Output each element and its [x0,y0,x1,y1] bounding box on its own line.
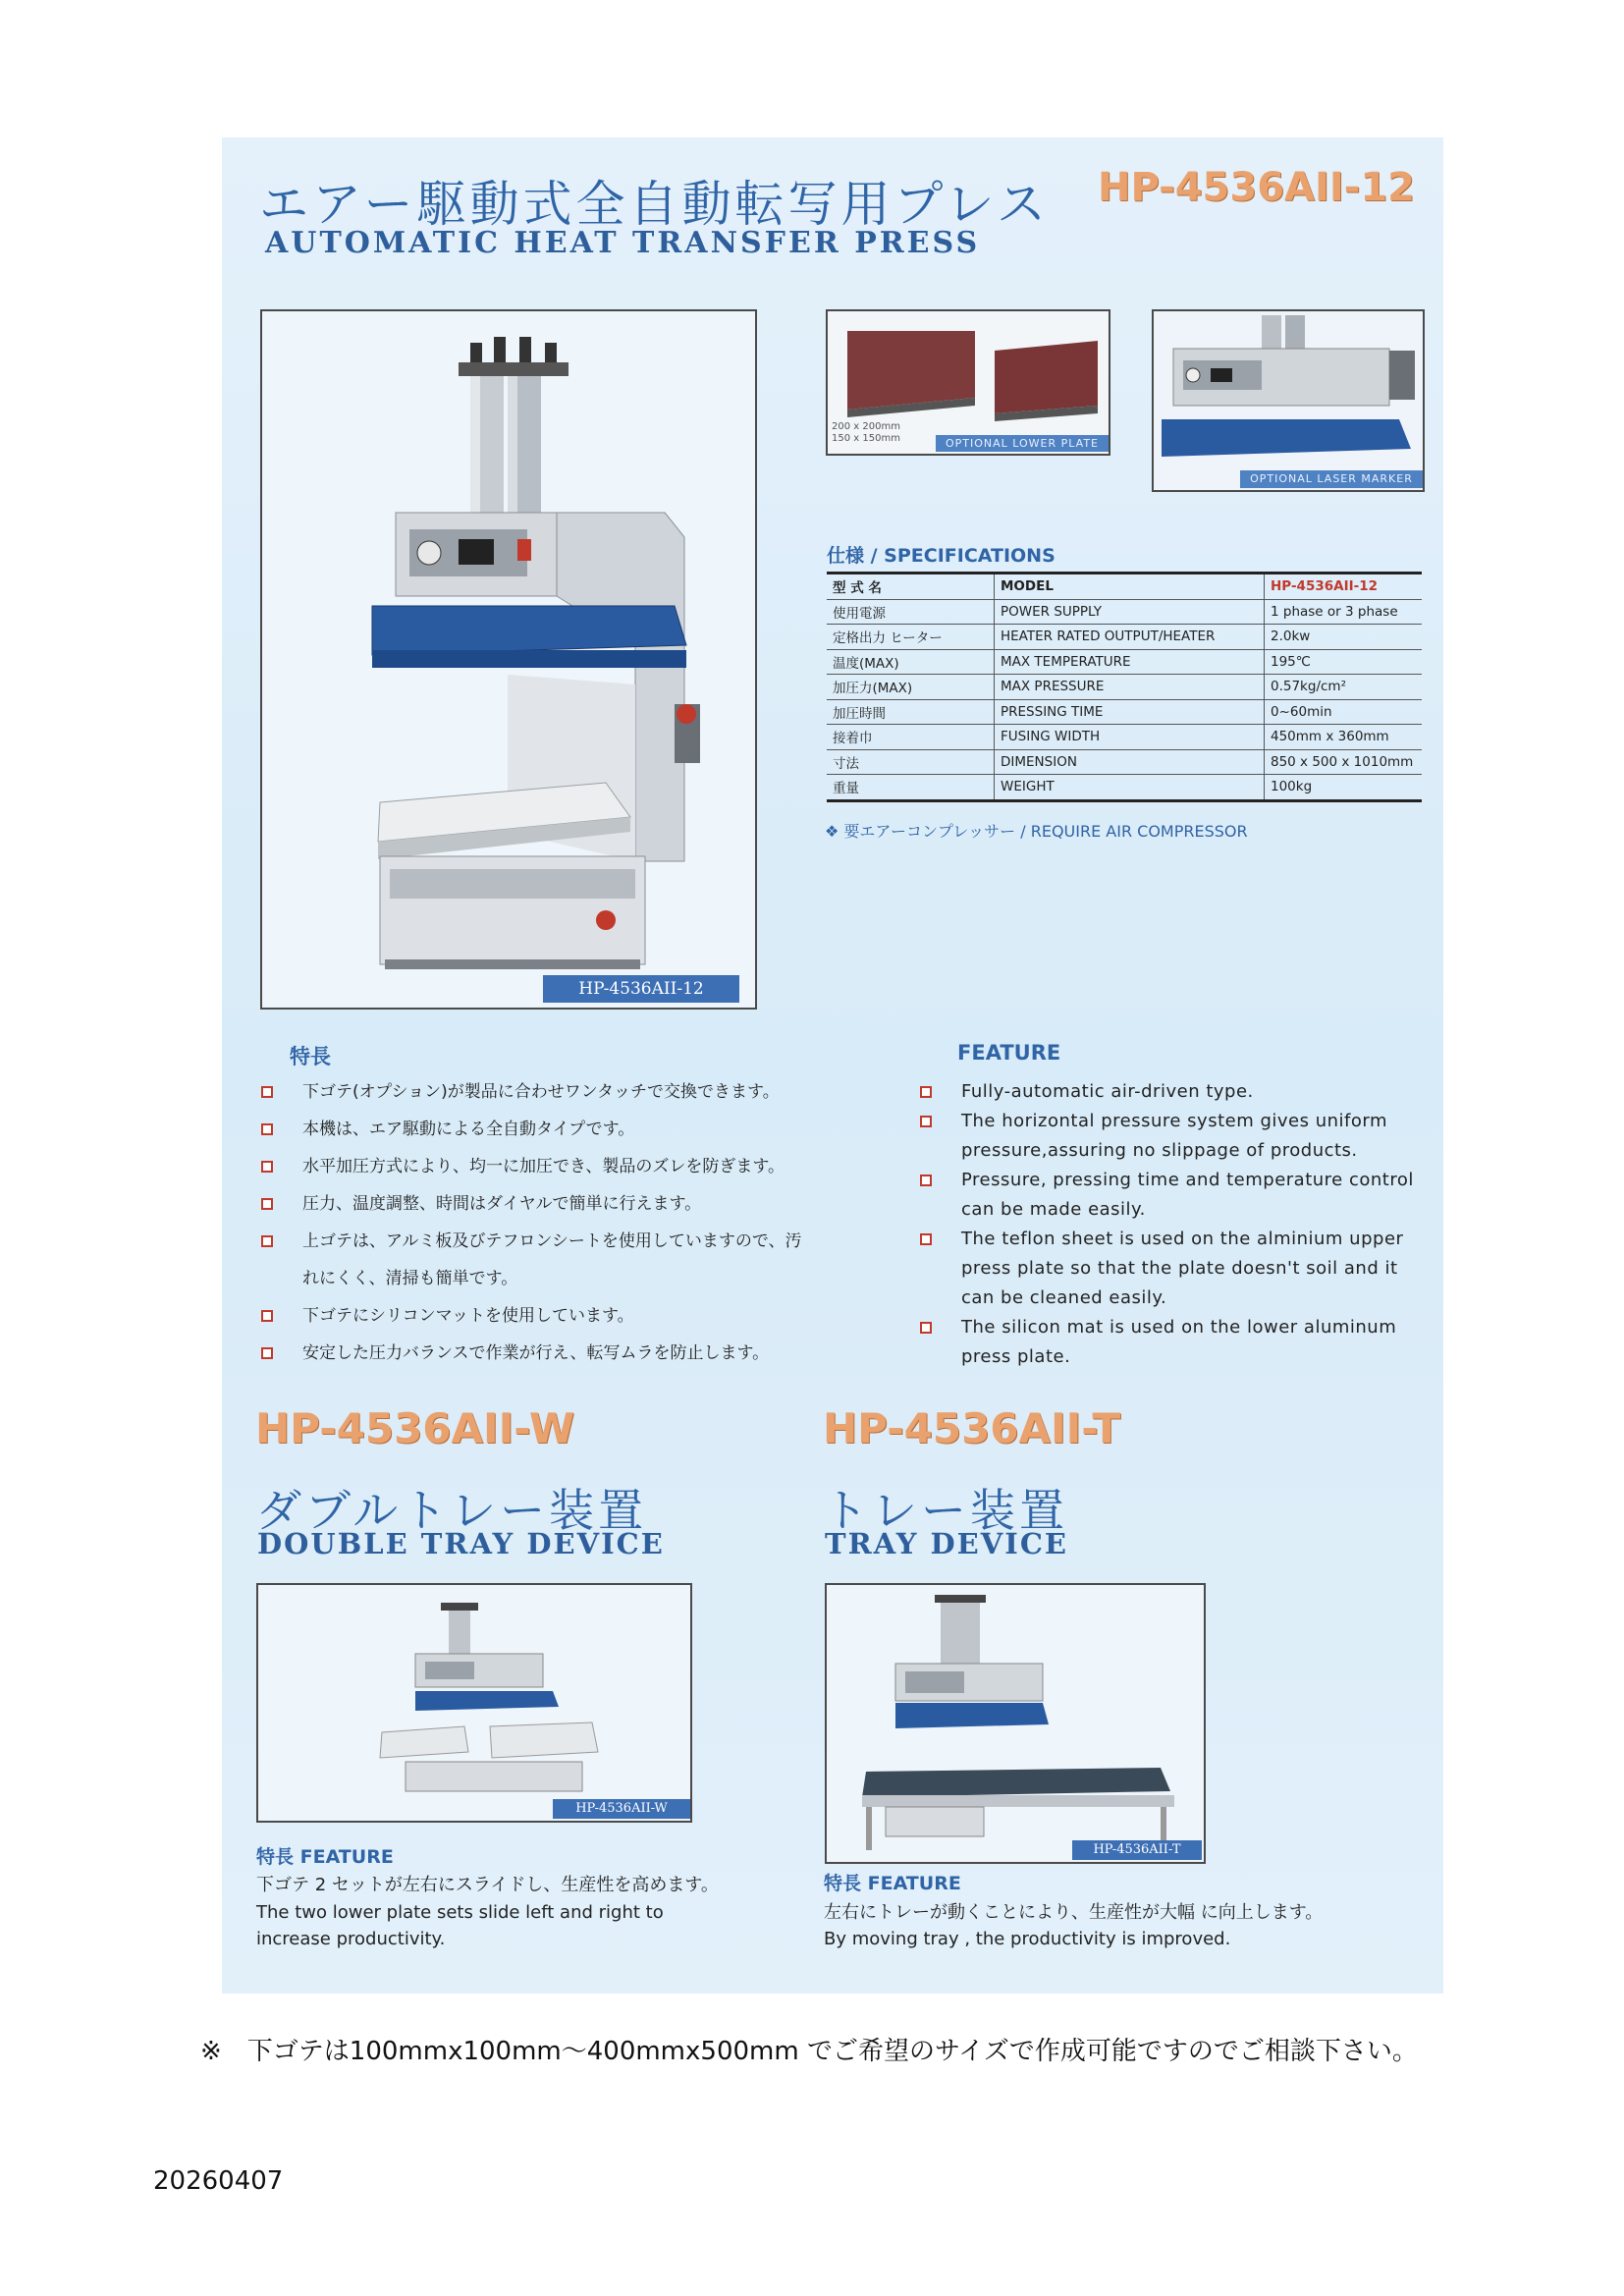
features-jp-list [261,1073,802,1372]
feature-text: The horizontal pressure system gives uniform [961,1111,1388,1131]
list-item-continuation [261,1260,802,1297]
model-w-desc-en-2: increase productivity. [256,1929,446,1949]
model-t-caption: HP-4536AII-T [1072,1840,1202,1860]
spec-en: WEIGHT [995,775,1265,801]
checkbox-icon [920,1086,932,1098]
list-item-continuation [920,1342,1414,1372]
feature-text: The teflon sheet is used on the alminium upper [961,1229,1404,1249]
feature-text: れにくく、清掃も簡単です。 [302,1269,518,1288]
spec-en: PRESSING TIME [995,699,1265,725]
list-item [261,1297,802,1335]
spec-header-jp: 型 式 名 [827,574,995,600]
list-item [920,1077,1414,1107]
spec-en: FUSING WIDTH [995,725,1265,750]
spec-heading: 仕様 / SPECIFICATIONS [827,545,1056,567]
spec-jp: 接着巾 [827,725,995,750]
spec-value: 0.57kg/cm² [1265,675,1423,700]
title-en: AUTOMATIC HEAT TRANSFER PRESS [265,226,981,260]
list-item-continuation [920,1136,1414,1166]
model-t-feature-label: 特長 FEATURE [824,1873,961,1894]
model-w-title-jp: ダブルトレー装置 [256,1484,648,1537]
model-w-caption: HP-4536AII-W [553,1799,690,1819]
spec-en: DIMENSION [995,749,1265,775]
air-compressor-note: ❖ 要エアーコンプレッサー / REQUIRE AIR COMPRESSOR [825,822,1248,841]
list-item [920,1166,1414,1195]
checkbox-icon [261,1198,273,1210]
spec-row [827,599,1422,625]
spec-jp: 加圧時間 [827,699,995,725]
spec-row [827,749,1422,775]
model-number: HP-4536AII-12 [1098,165,1416,210]
checkbox-icon [920,1116,932,1127]
spec-en: POWER SUPPLY [995,599,1265,625]
list-item-continuation [920,1195,1414,1225]
model-t-number: HP-4536AII-T [823,1404,1121,1452]
plate-size-1: 200 x 200mm [832,421,900,432]
model-w-title-en: DOUBLE TRAY DEVICE [257,1527,665,1560]
document-number: 20260407 [153,2166,284,2196]
list-item [920,1225,1414,1254]
plate-size-2: 150 x 150mm [832,433,900,444]
spec-value: 1 phase or 3 phase [1265,599,1423,625]
checkbox-icon [261,1347,273,1359]
spec-jp: 定格出力 ヒーター [827,625,995,650]
feature-text: 安定した圧力バランスで作業が行え、転写ムラを防止します。 [302,1343,770,1363]
checkbox-icon [920,1233,932,1245]
feature-text: pressure,assuring no slippage of products. [961,1140,1358,1161]
spec-value: 195℃ [1265,649,1423,675]
feature-text: 水平加圧方式により、均一に加圧でき、製品のズレを防ぎます。 [302,1157,785,1176]
spec-jp: 加圧力(MAX) [827,675,995,700]
spec-en: MAX PRESSURE [995,675,1265,700]
list-item-continuation [920,1254,1414,1284]
feature-text: press plate so that the plate doesn't soil and it [961,1258,1398,1279]
optional-lower-plate-photo [826,309,1110,456]
double-tray-illustration [258,1585,690,1821]
spec-value: 850 x 500 x 1010mm [1265,749,1423,775]
model-w-photo [256,1583,692,1823]
list-item [920,1313,1414,1342]
main-product-photo [260,309,757,1010]
checkbox-icon [920,1175,932,1186]
model-w-desc-en-1: The two lower plate sets slide left and right to [256,1902,664,1923]
list-item [261,1335,802,1372]
lower-plate-caption: OPTIONAL LOWER PLATE [936,435,1109,452]
list-item [261,1148,802,1185]
spec-header-en: MODEL [995,574,1265,600]
list-item [261,1223,802,1260]
spec-en: HEATER RATED OUTPUT/HEATER [995,625,1265,650]
features-en-list [920,1077,1414,1372]
model-w-feature-label: 特長 FEATURE [256,1846,394,1868]
model-t-desc-en: By moving tray , the productivity is improved. [824,1929,1231,1949]
features-jp-heading: 特長 [290,1045,331,1068]
feature-text: press plate. [961,1346,1071,1367]
feature-text: The silicon mat is used on the lower aluminum [961,1317,1397,1338]
list-item [261,1111,802,1148]
feature-text: 上ゴテは、アルミ板及びテフロンシートを使用していますので、汚 [302,1231,802,1251]
spec-en: MAX TEMPERATURE [995,649,1265,675]
model-w-desc-jp: 下ゴテ 2 セットが左右にスライドし、生産性を高めます。 [256,1875,719,1895]
features-en-heading: FEATURE [957,1041,1061,1065]
feature-text: 下ゴテ(オプション)が製品に合わせワンタッチで交換できます。 [302,1082,780,1102]
spec-row [827,725,1422,750]
spec-value: 100kg [1265,775,1423,801]
checkbox-icon [261,1161,273,1173]
spec-value: 450mm x 360mm [1265,725,1423,750]
feature-text: 本機は、エア駆動による全自動タイプです。 [302,1120,635,1139]
spec-value: 2.0kw [1265,625,1423,650]
laser-marker-caption: OPTIONAL LASER MARKER [1240,470,1423,488]
model-t-title-jp: トレー装置 [823,1484,1068,1537]
feature-text: can be made easily. [961,1199,1146,1220]
checkbox-icon [261,1123,273,1135]
spec-value: 0~60min [1265,699,1423,725]
checkbox-icon [261,1235,273,1247]
feature-text: Pressure, pressing time and temperature control [961,1170,1414,1190]
spec-row [827,775,1422,801]
spec-header-row [827,574,1422,600]
feature-text: can be cleaned easily. [961,1287,1167,1308]
spec-row [827,625,1422,650]
model-t-photo [825,1583,1206,1864]
feature-text: Fully-automatic air-driven type. [961,1081,1254,1102]
checkbox-icon [920,1322,932,1334]
title-jp: エアー駆動式全自動転写用プレス [259,176,1050,233]
spec-jp: 温度(MAX) [827,649,995,675]
list-item [261,1185,802,1223]
size-order-note: ※ 下ゴテは100mmx100mm～400mmx500mm でご希望のサイズで作成可能ですのでご相談下さい。 [200,2037,1418,2066]
checkbox-icon [261,1086,273,1098]
list-item [261,1073,802,1111]
spec-table [827,572,1422,802]
model-w-number: HP-4536AII-W [255,1404,575,1452]
laser-marker-illustration [1154,311,1423,490]
main-photo-caption: HP-4536AII-12 [543,975,739,1003]
spec-header-value: HP-4536AII-12 [1265,574,1423,600]
optional-laser-marker-photo [1152,309,1425,492]
feature-text: 圧力、温度調整、時間はダイヤルで簡単に行えます。 [302,1194,702,1214]
list-item [920,1107,1414,1136]
tray-device-illustration [827,1585,1204,1862]
spec-row [827,675,1422,700]
model-t-title-en: TRAY DEVICE [825,1527,1069,1560]
spec-row [827,699,1422,725]
spec-jp: 寸法 [827,749,995,775]
spec-row [827,649,1422,675]
spec-jp: 使用電源 [827,599,995,625]
feature-text: 下ゴテにシリコンマットを使用しています。 [302,1306,634,1326]
spec-jp: 重量 [827,775,995,801]
heat-press-illustration [262,311,755,1008]
checkbox-icon [261,1310,273,1322]
model-t-desc-jp: 左右にトレーが動くことにより、生産性が大幅 に向上します。 [824,1902,1324,1923]
list-item-continuation [920,1284,1414,1313]
